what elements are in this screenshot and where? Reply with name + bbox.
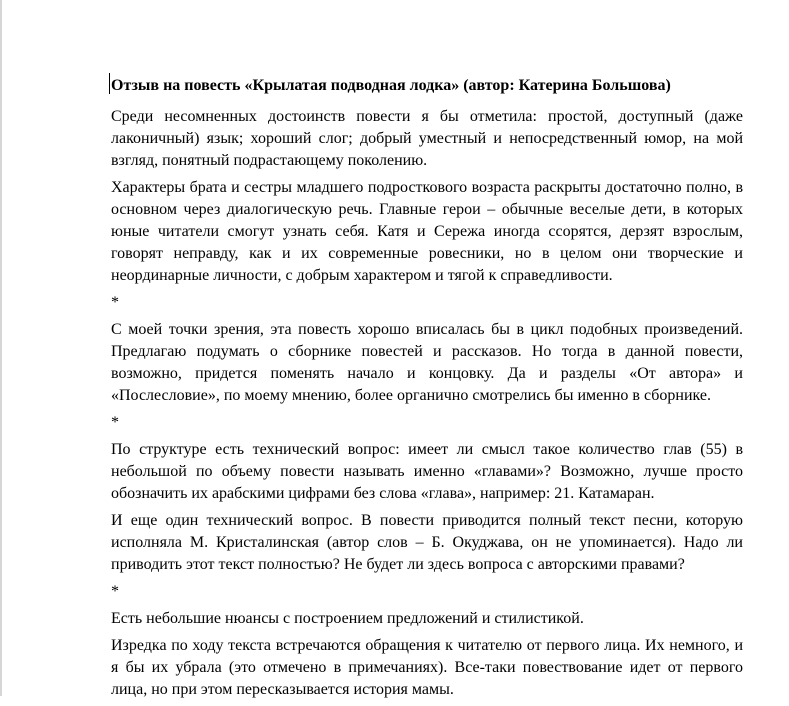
separator-asterisk[interactable]: * [111,583,119,600]
document-title[interactable] [111,75,743,97]
separator-asterisk[interactable]: * [111,414,119,431]
body-paragraph[interactable]: Есть небольшие нюансы с построением предложений и стилистикой. [111,610,584,627]
body-paragraph[interactable]: Среди несомненных достоинств повести я бы отметила: простой, доступный (даже лаконичный) язык; хороший слог; добрый уместный и непосредственный юмор, на мой взгляд, понятный подрастающему поколению. [111,108,743,169]
body-paragraph[interactable]: Изредка по ходу текста встречаются обращения к читателю от первого лица. Их немного, и я бы их убрала (это отмечено в примечаниях). Все-таки повествование идет от первого лица, но при этом пересказывается история мамы. [111,637,743,698]
separator-asterisk[interactable]: * [111,294,119,311]
text-cursor-caret [109,73,110,94]
body-paragraph[interactable]: По структуре есть технический вопрос: имеет ли смысл такое количество глав (55) в небольшой по объему повести называть именно «главами»? Возможно, лучше просто обозначить их арабскими цифрами без слова «глава», например: 21. Катамаран. [111,441,743,502]
document-title-text: Отзыв на повесть «Крылатая подводная лодка» (автор: Катерина Большова) [111,77,671,94]
document-content[interactable] [111,75,743,706]
body-paragraph[interactable]: И еще один технический вопрос. В повести приводится полный текст песни, которую исполняла М. Кристалинская (автор слов – Б. Окуджава, он не упоминается). Надо ли приводить этот текст полностью? Не будет ли здесь вопроса с авторскими правами? [111,512,743,573]
body-paragraph[interactable]: С моей точки зрения, эта повесть хорошо вписалась бы в цикл подобных произведений. Предлагаю подумать о сборнике повестей и рассказов. Но тогда в данной повести, возможно, придется поменять начало и концовку. Да и разделы «От автора» и «Послесловие», по моему мнению, более органично смотрелись бы именно в сборнике. [111,321,743,404]
document-paragraphs [111,106,743,701]
page-left-edge [0,0,2,696]
body-paragraph[interactable]: Характеры брата и сестры младшего подросткового возраста раскрыты достаточно полно, в основном через диалогическую речь. Главные герои – обычные веселые дети, в которых юные читатели смогут узнать себя. Катя и Сережа иногда ссорятся, дерзят взрослым, говорят неправду, как и их современные ровесники, но в целом они творческие и неординарные личности, с добрым характером и тягой к справедливости. [111,179,743,284]
